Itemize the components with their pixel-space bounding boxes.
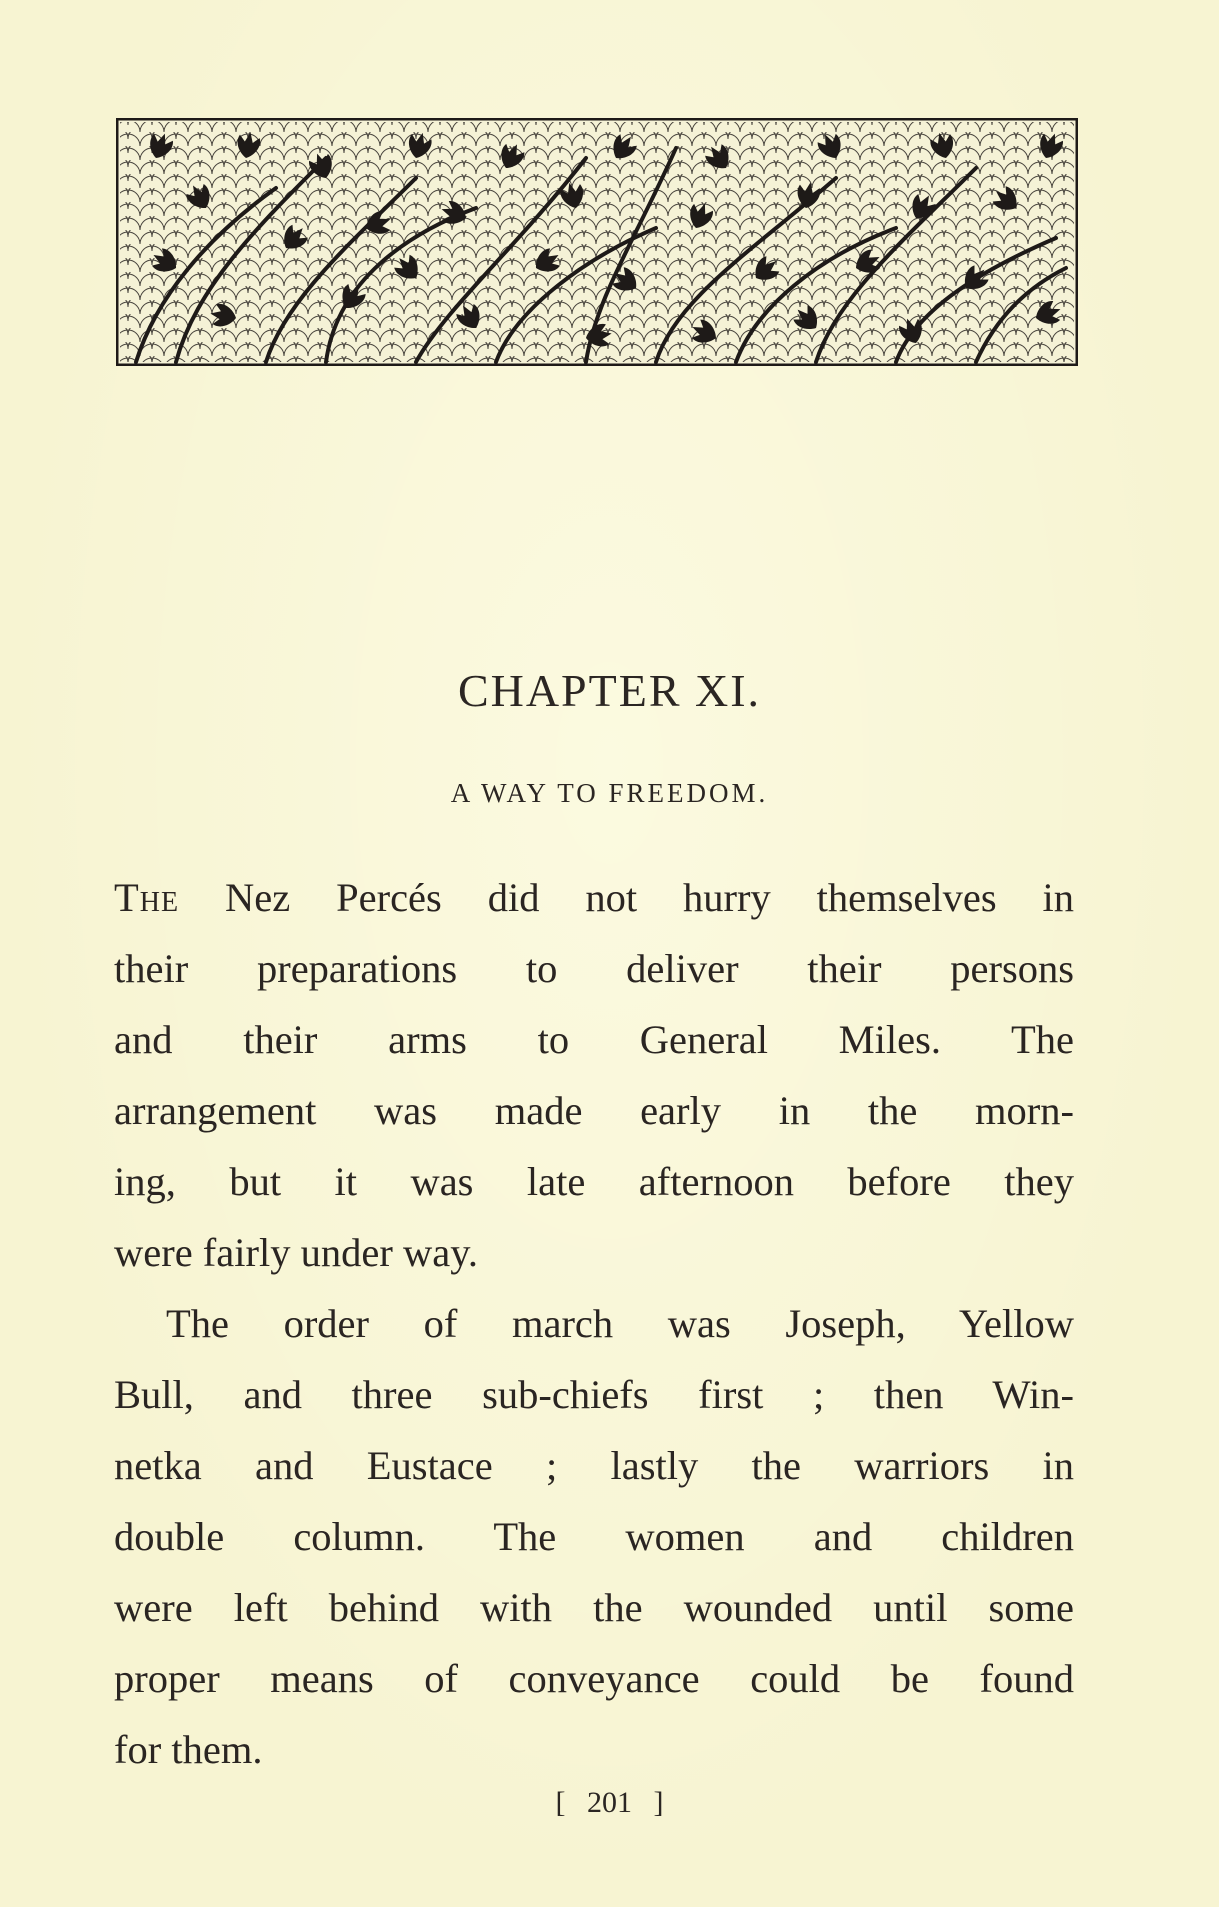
drop-word: The bbox=[114, 875, 180, 920]
text-line: their preparations to deliver their persons bbox=[114, 946, 1074, 991]
text-line: netka and Eustace ; lastly the warriors in bbox=[114, 1443, 1074, 1488]
chapter-body-text bbox=[114, 862, 1074, 1785]
text-line: arrangement was made early in the morn- bbox=[114, 1088, 1074, 1133]
text-line: were left behind with the wounded until some bbox=[114, 1585, 1074, 1630]
page-number: [ 201 ] bbox=[555, 1786, 664, 1819]
text-line: The order of march was Joseph, Yellow bbox=[166, 1301, 1074, 1346]
text-line: and their arms to General Miles. The bbox=[114, 1017, 1074, 1062]
text-line: were fairly under way. bbox=[114, 1230, 478, 1275]
text-line: proper means of conveyance could be found bbox=[114, 1656, 1074, 1701]
floral-ornament-headpiece bbox=[116, 118, 1078, 366]
chapter-subtitle: A WAY TO FREEDOM. bbox=[450, 778, 769, 808]
text-line: ing, but it was late afternoon before they bbox=[114, 1159, 1074, 1204]
chapter-heading: CHAPTER XI. bbox=[457, 665, 762, 716]
text-line: for them. bbox=[114, 1727, 263, 1772]
text-line: double column. The women and children bbox=[114, 1514, 1074, 1559]
text-line: Bull, and three sub-chiefs first ; then Win- bbox=[114, 1372, 1074, 1417]
text-line: The Nez Percés did not hurry themselves in bbox=[114, 875, 1074, 920]
